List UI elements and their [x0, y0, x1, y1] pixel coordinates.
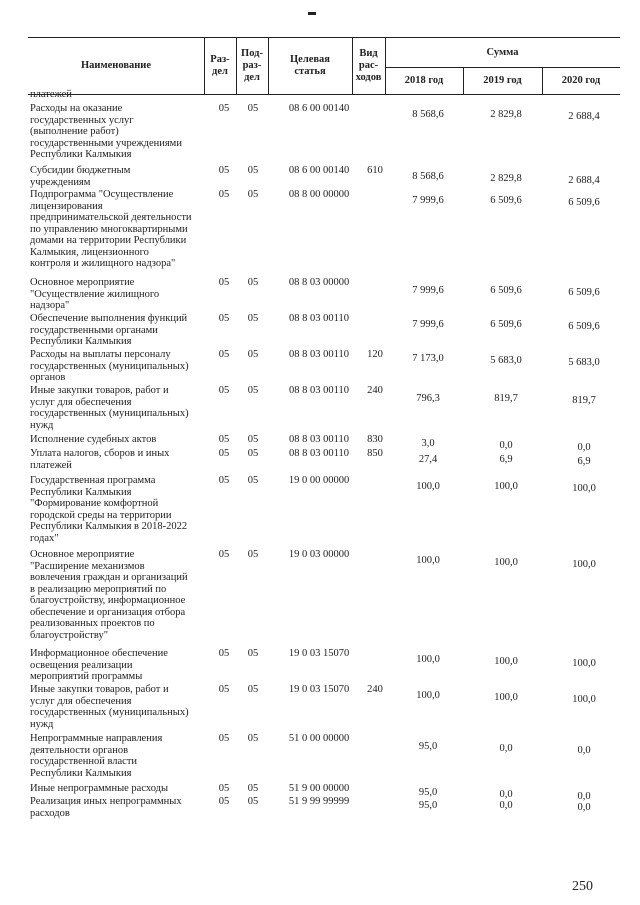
row-2020: 6 509,6 [568, 197, 600, 208]
row-2019: 6 509,6 [490, 319, 522, 330]
row-name: Иные закупки товаров, работ и услуг для обеспечения государственных (муниципальных) нужд [30, 684, 189, 730]
row-2018: 100,0 [416, 654, 440, 665]
row-2018: 7 999,6 [412, 319, 444, 330]
row-2019: 0,0 [499, 800, 513, 811]
row-2018: 100,0 [416, 481, 440, 492]
row-2020: 0,0 [577, 802, 591, 813]
row-razdel: 05 [218, 684, 230, 695]
row-2020: 0,0 [577, 791, 591, 802]
row-2019: 100,0 [494, 692, 518, 703]
row-target: 51 9 00 00000 [288, 783, 350, 794]
row-razdel: 05 [218, 277, 230, 288]
row-razdel: 05 [218, 313, 230, 324]
row-target: 19 0 03 15070 [288, 684, 350, 695]
row-podrazdel: 05 [247, 783, 259, 794]
row-2020: 5 683,0 [568, 357, 600, 368]
row-podrazdel: 05 [247, 434, 259, 445]
row-podrazdel: 05 [247, 349, 259, 360]
row-name: Информационное обеспечение освещения реализации мероприятий программы [30, 648, 168, 682]
row-podrazdel: 05 [247, 475, 259, 486]
header-sum: Сумма [486, 46, 519, 58]
row-name: Иные закупки товаров, работ и услуг для обеспечения государственных (муниципальных) нужд [30, 385, 189, 431]
header-year-2019: 2019 год [483, 75, 522, 86]
row-podrazdel: 05 [247, 448, 259, 459]
row-2020: 0,0 [577, 745, 591, 756]
row-2018: 7 999,6 [412, 195, 444, 206]
row-podrazdel: 05 [247, 648, 259, 659]
row-2018: 7 999,6 [412, 285, 444, 296]
row-vid: 830 [367, 434, 383, 445]
row-2020: 100,0 [572, 559, 596, 570]
row-2019: 6 509,6 [490, 195, 522, 206]
header-podrazdel: Под- раз- дел [241, 48, 263, 83]
row-podrazdel: 05 [247, 684, 259, 695]
row-2020: 100,0 [572, 658, 596, 669]
row-name: Основное мероприятие "Осуществление жилищного надзора" [30, 277, 160, 311]
row-2020: 100,0 [572, 483, 596, 494]
row-name: Непрограммные направления деятельности органов государственной власти Республики Калмыкия [30, 733, 163, 779]
row-2018: 8 568,6 [412, 109, 444, 120]
row-2019: 0,0 [499, 440, 513, 451]
row-razdel: 05 [218, 165, 230, 176]
row-target: 08 6 00 00140 [288, 165, 350, 176]
row-razdel: 05 [218, 189, 230, 200]
row-target: 08 8 03 00000 [288, 277, 350, 288]
row-target: 19 0 03 00000 [288, 549, 350, 560]
row-razdel: 05 [218, 549, 230, 560]
row-target: 51 9 99 99999 [288, 796, 350, 807]
row-2020: 6 509,6 [568, 321, 600, 332]
row-name: Уплата налогов, сборов и иных платежей [30, 448, 170, 471]
row-name: Обеспечение выполнения функций государственными органами Республики Калмыкия [30, 313, 188, 347]
row-name: платежей [30, 89, 72, 100]
top-dash-mark [308, 12, 316, 15]
row-target: 08 8 03 00110 [289, 313, 349, 324]
row-name: Исполнение судебных актов [30, 434, 157, 445]
header-name: Наименование [81, 60, 151, 71]
header-razdel: Раз- дел [210, 54, 230, 77]
row-2019: 5 683,0 [490, 355, 522, 366]
row-razdel: 05 [218, 475, 230, 486]
header-year-2020: 2020 год [561, 75, 601, 86]
header-target: Целевая статья [290, 54, 330, 77]
row-2018: 100,0 [416, 555, 440, 566]
row-2020: 2 688,4 [568, 175, 600, 186]
row-podrazdel: 05 [247, 165, 259, 176]
row-target: 19 0 00 00000 [288, 475, 350, 486]
row-name: Иные непрограммные расходы [30, 783, 169, 794]
row-razdel: 05 [218, 648, 230, 659]
header-year-2018: 2018 год [404, 75, 444, 86]
row-podrazdel: 05 [247, 385, 259, 396]
row-vid: 240 [367, 684, 383, 695]
row-2019: 6,9 [499, 454, 513, 465]
row-2020: 6 509,6 [568, 287, 600, 298]
row-vid: 120 [367, 349, 383, 360]
row-vid: 850 [367, 448, 383, 459]
row-2018: 95,0 [418, 800, 438, 811]
row-target: 51 0 00 00000 [288, 733, 350, 744]
row-2019: 100,0 [494, 481, 518, 492]
row-vid: 240 [367, 385, 383, 396]
row-razdel: 05 [218, 733, 230, 744]
row-name: Субсидии бюджетным учреждениям [30, 165, 131, 188]
row-podrazdel: 05 [247, 277, 259, 288]
row-podrazdel: 05 [247, 313, 259, 324]
row-podrazdel: 05 [247, 103, 259, 114]
row-name: Государственная программа Республики Калмыкия "Формирование комфортной городской среды на территории Республики Калмыкия в 2018-2022 годах" [30, 475, 188, 544]
row-2018: 7 173,0 [412, 353, 444, 364]
row-2019: 0,0 [499, 789, 513, 800]
table-header [28, 37, 620, 95]
row-2019: 0,0 [499, 743, 513, 754]
row-razdel: 05 [218, 349, 230, 360]
row-2020: 0,0 [577, 442, 591, 453]
row-2019: 100,0 [494, 656, 518, 667]
row-2019: 819,7 [494, 393, 518, 404]
row-2020: 2 688,4 [568, 111, 600, 122]
row-razdel: 05 [218, 796, 230, 807]
row-name: Расходы на выплаты персоналу государственных (муниципальных) органов [30, 349, 189, 383]
row-target: 08 6 00 00140 [288, 103, 350, 114]
row-podrazdel: 05 [247, 733, 259, 744]
row-razdel: 05 [218, 385, 230, 396]
row-name: Основное мероприятие "Расширение механизмов вовлечения граждан и организаций в реализацию мероприятий по благоустройству, информационное обеспечение и организация отбора реализованных проектов по благоустройству" [30, 549, 188, 641]
row-target: 08 8 03 00110 [289, 434, 349, 445]
page-number: 250 [572, 879, 593, 894]
row-target: 19 0 03 15070 [288, 648, 350, 659]
row-2020: 100,0 [572, 694, 596, 705]
row-name: Реализация иных непрограммных расходов [30, 796, 182, 819]
row-2018: 95,0 [418, 787, 438, 798]
row-podrazdel: 05 [247, 189, 259, 200]
header-vid: Вид рас- ходов [355, 48, 382, 83]
row-2019: 2 829,8 [490, 109, 522, 120]
row-target: 08 8 03 00110 [289, 448, 349, 459]
row-2018: 95,0 [418, 741, 438, 752]
row-2018: 3,0 [421, 438, 435, 449]
row-2020: 819,7 [572, 395, 596, 406]
row-2019: 6 509,6 [490, 285, 522, 296]
row-razdel: 05 [218, 103, 230, 114]
row-vid: 610 [367, 165, 383, 176]
row-2018: 100,0 [416, 690, 440, 701]
row-razdel: 05 [218, 448, 230, 459]
row-2020: 6,9 [577, 456, 591, 467]
row-2019: 2 829,8 [490, 173, 522, 184]
row-razdel: 05 [218, 434, 230, 445]
row-target: 08 8 03 00110 [289, 385, 349, 396]
row-2018: 27,4 [418, 454, 438, 465]
row-2018: 8 568,6 [412, 171, 444, 182]
row-name: Подпрограмма "Осуществление лицензирования предпринимательской деятельности по управлению многоквартирными домами на территории Республики Калмыкия, лицензионного контроля и жилищного надзора" [30, 189, 192, 269]
row-razdel: 05 [218, 783, 230, 794]
row-name: Расходы на оказание государственных услуг (выполнение работ) государственными учреждениями Республики Калмыкия [30, 103, 182, 160]
row-podrazdel: 05 [247, 796, 259, 807]
row-target: 08 8 03 00110 [289, 349, 349, 360]
row-target: 08 8 00 00000 [288, 189, 350, 200]
row-2018: 796,3 [416, 393, 440, 404]
row-2019: 100,0 [494, 557, 518, 568]
row-podrazdel: 05 [247, 549, 259, 560]
